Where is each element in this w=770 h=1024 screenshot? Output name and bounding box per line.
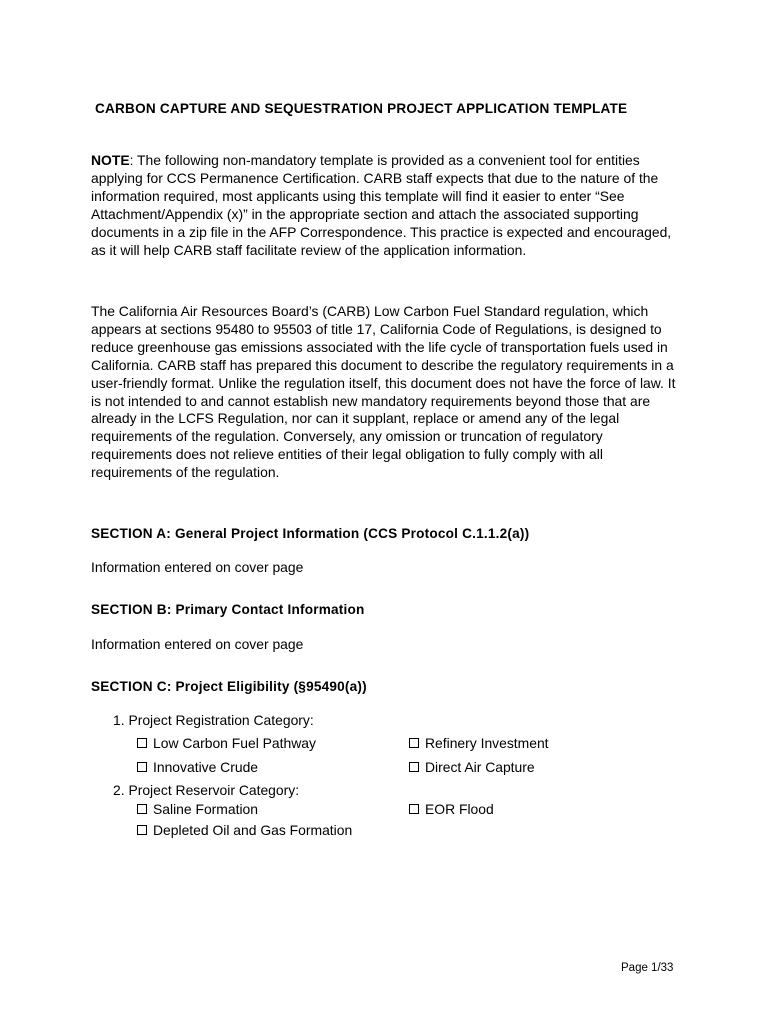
checkbox-icon[interactable]: [137, 804, 147, 814]
page-number: Page 1/33: [621, 962, 674, 974]
reservoir-category-label: 2. Project Reservoir Category:: [113, 782, 300, 798]
section-a-text: Information entered on cover page: [91, 559, 304, 575]
intro-paragraph: The California Air Resources Board’s (CARB) Low Carbon Fuel Standard regulation, which appears at sections 95480 to 95503 of title 17, California Code of Regulations, is designed to reduce greenhouse gas emissions associated with the life cycle of transportation fuels used in California. CARB staff has prepared this document to describe the regulatory requirements in a user-friendly format. Unlike the regulation itself, this document does not have the force of law. It is not intended to and cannot establish new mandatory requirements beyond those that are already in the LCFS Regulation, nor can it supplant, replace or amend any of the legal requirements of the regulation. Conversely, any omission or truncation of regulatory requirements does not relieve entities of their legal obligation to fully comply with all requirements of the regulation.: [91, 303, 676, 481]
option-low-carbon-fuel-pathway[interactable]: [137, 735, 316, 751]
option-direct-air-capture[interactable]: [409, 759, 535, 775]
section-a-heading: SECTION A: General Project Information (CCS Protocol C.1.1.2(a)): [91, 526, 530, 541]
section-b-heading: SECTION B: Primary Contact Information: [91, 602, 365, 617]
registration-category-label: 1. Project Registration Category:: [113, 712, 314, 728]
option-depleted-oil-gas-formation[interactable]: [137, 822, 352, 838]
option-label: Refinery Investment: [425, 735, 549, 751]
checkbox-icon[interactable]: [409, 738, 419, 748]
option-label: Low Carbon Fuel Pathway: [153, 735, 316, 751]
option-label: Innovative Crude: [153, 759, 259, 775]
option-refinery-investment[interactable]: [409, 735, 549, 751]
option-label: Depleted Oil and Gas Formation: [153, 822, 353, 838]
checkbox-icon[interactable]: [137, 825, 147, 835]
note-label: NOTE: [91, 152, 130, 168]
section-b-text: Information entered on cover page: [91, 636, 304, 652]
option-eor-flood[interactable]: [409, 801, 494, 817]
option-saline-formation[interactable]: [137, 801, 258, 817]
option-label: Saline Formation: [153, 801, 259, 817]
checkbox-icon[interactable]: [137, 738, 147, 748]
document-title: CARBON CAPTURE AND SEQUESTRATION PROJECT APPLICATION TEMPLATE: [95, 101, 628, 116]
checkbox-icon[interactable]: [409, 804, 419, 814]
section-c-heading: SECTION C: Project Eligibility (§95490(a)): [91, 679, 367, 694]
checkbox-icon[interactable]: [137, 762, 147, 772]
checkbox-icon[interactable]: [409, 762, 419, 772]
note-text: : The following non-mandatory template is provided as a convenient tool for entities applying for CCS Permanence Certification. CARB staff expects that due to the nature of the information required, most applicants using this template will find it easier to enter “See Attachment/Appendix (x)” in the appropriate section and attach the associated supporting documents in a zip file in the AFP Correspondence. This practice is expected and encouraged, as it will help CARB staff facilitate review of the application information.: [91, 152, 672, 258]
option-label: EOR Flood: [425, 801, 494, 817]
option-label: Direct Air Capture: [425, 759, 535, 775]
option-innovative-crude[interactable]: [137, 759, 258, 775]
note-paragraph: [91, 152, 686, 259]
